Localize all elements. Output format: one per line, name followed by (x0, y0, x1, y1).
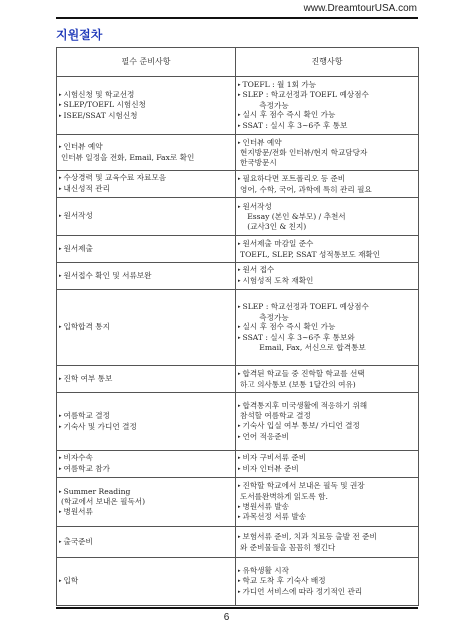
list-item (59, 464, 233, 475)
list-item-text: 여름학교 참가 (63, 464, 110, 473)
list-item-text: 도서를완벽하게 읽도록 함. (240, 491, 328, 501)
list-item (238, 587, 416, 598)
bullet-icon: ▸ (59, 144, 62, 151)
list-item-text: 인터뷰 예약 (242, 137, 282, 147)
table-row (57, 236, 419, 263)
progress-cell (236, 451, 419, 478)
list-item-text: 시험성적 도착 재확인 (242, 276, 314, 285)
footer-rule (56, 607, 418, 609)
table-row (57, 290, 419, 366)
list-item (238, 121, 416, 132)
page-number: 6 (223, 612, 230, 623)
list-item-text: 보험서류 준비, 치과 치료등 출발 전 준비 (242, 531, 377, 541)
list-item (238, 380, 416, 390)
list-item-text: 내신성적 관리 (63, 184, 110, 193)
list-item-text: 비자수속 (63, 453, 93, 463)
list-item (59, 322, 233, 333)
bullet-icon: ▸ (238, 455, 241, 462)
bullet-icon: ▸ (238, 139, 241, 146)
list-item-text: 필요하다면 포트폴리오 등 준비 (242, 173, 346, 183)
list-item (238, 532, 416, 543)
progress-cell (236, 263, 419, 290)
progress-cell (236, 135, 419, 171)
progress-cell (236, 236, 419, 263)
bullet-icon: ▸ (238, 503, 241, 510)
list-item (238, 464, 416, 475)
list-item (238, 432, 416, 443)
table-row (57, 393, 419, 451)
bullet-icon: ▸ (59, 423, 62, 430)
bullet-icon: ▸ (59, 455, 62, 462)
list-item-text: 과목선정 서류 발송 (242, 512, 307, 522)
list-item-text: 시험신청 및 학교선정 (63, 89, 135, 99)
list-item-text: Email, Fax, 서신으로 합격통보 (240, 343, 366, 353)
bullet-icon: ▸ (238, 402, 241, 409)
bullet-icon: ▸ (238, 588, 241, 595)
list-item (238, 411, 416, 421)
list-item (238, 202, 416, 213)
bullet-icon: ▸ (238, 466, 241, 472)
header-url: www.DreamtourUSA.com (303, 3, 417, 14)
bullet-icon: ▸ (59, 102, 62, 109)
table-row (57, 451, 419, 478)
list-item (238, 421, 416, 432)
progress-cell (236, 198, 419, 236)
list-item-text: SSAT : 실시 후 3~6주 후 통보와 (242, 332, 355, 342)
list-item (59, 90, 233, 101)
list-item-text: 현지방문/전화 인터뷰/현지 학교담당자 (240, 148, 368, 158)
table-row (57, 198, 419, 236)
list-item (59, 374, 233, 385)
list-item-text: 원서작성 (63, 211, 93, 221)
list-item-text: 와 준비물들을 꼼꼼히 챙긴다 (240, 542, 336, 552)
bullet-icon: ▸ (238, 112, 241, 119)
list-item-text: SSAT : 실시 후 3~6주 후 통보 (242, 120, 348, 130)
list-item-text: 실시 후 점수 즉시 확인 가능 (242, 322, 336, 332)
requirement-cell (57, 135, 236, 171)
bullet-icon: ▸ (238, 240, 241, 247)
list-item-text: 원서작성 (242, 201, 272, 211)
list-item-text: Essay (본인 &부모) / 추천서 (240, 212, 346, 222)
list-item (238, 481, 416, 492)
bullet-icon: ▸ (59, 324, 62, 331)
list-item (59, 100, 233, 111)
requirement-cell (57, 478, 236, 527)
list-item-text: 가디언 서비스에 따라 정기적인 관리 (242, 586, 363, 596)
bullet-icon: ▸ (59, 578, 62, 585)
list-item-text: 하고 의사통보 (보통 1달간의 여유) (240, 379, 356, 389)
list-item (238, 80, 416, 91)
list-item-text: 학교 도착 후 기숙사 배정 (242, 576, 326, 586)
bullet-icon: ▸ (238, 267, 241, 274)
bullet-icon: ▸ (59, 245, 62, 252)
list-item (238, 302, 416, 313)
list-item (238, 148, 416, 158)
requirement-cell (57, 198, 236, 236)
list-item (238, 343, 416, 353)
bullet-icon: ▸ (238, 92, 241, 99)
header-bar (0, 0, 453, 18)
bullet-icon: ▸ (59, 488, 62, 495)
list-item-text: 합격통지후 미국생활에 적응하기 위해 (242, 400, 368, 410)
list-item (238, 110, 416, 121)
requirement-cell (57, 527, 236, 558)
list-item-text: 진학 여부 통보 (63, 373, 113, 383)
table-row (57, 527, 419, 558)
list-item-text: 원서 접수 (242, 265, 275, 275)
bullet-icon: ▸ (238, 324, 241, 331)
list-item-text: 비자 인터뷰 준비 (242, 464, 299, 473)
list-item (238, 502, 416, 513)
list-item (59, 244, 233, 255)
list-item-text: 영어, 수학, 국어, 과학에 특히 관리 필요 (240, 184, 372, 194)
column-header-progress: 진행사항 (236, 48, 419, 77)
list-item-text: 진학할 학교에서 보내온 필독 및 권장 (242, 481, 365, 491)
list-item-text: 측정가능 (240, 100, 289, 110)
list-item-text: 원서제출 마감일 준수 (242, 238, 314, 248)
bullet-icon: ▸ (238, 433, 241, 440)
list-item (238, 239, 416, 250)
requirement-cell (57, 290, 236, 366)
bullet-icon: ▸ (59, 186, 62, 192)
bullet-icon: ▸ (59, 213, 62, 220)
table-header-row (57, 48, 419, 77)
bullet-icon: ▸ (59, 112, 62, 119)
progress-cell (236, 478, 419, 527)
list-item (238, 512, 416, 523)
list-item (238, 322, 416, 333)
list-item-text: 비자 구비서류 준비 (242, 453, 307, 463)
list-item (59, 576, 233, 587)
list-item (59, 211, 233, 222)
bullet-icon: ▸ (59, 412, 62, 419)
requirement-cell (57, 451, 236, 478)
list-item (238, 185, 416, 195)
bullet-icon: ▸ (238, 278, 241, 284)
table-row (57, 263, 419, 290)
list-item (238, 313, 416, 323)
list-item-text: 출국준비 (63, 536, 93, 546)
list-item (59, 453, 233, 464)
table-row (57, 558, 419, 606)
bullet-icon: ▸ (238, 334, 241, 341)
list-item-text: Summer Reading (63, 486, 131, 496)
list-item-text: TOEFL : 월 1회 가능 (242, 79, 317, 89)
bullet-icon: ▸ (238, 567, 241, 574)
list-item-text: 수상경력 및 교육수료 자료모음 (63, 173, 167, 183)
list-item-text: 언어 적응준비 (242, 431, 289, 441)
list-item (59, 411, 233, 422)
list-item (238, 174, 416, 185)
list-item (238, 401, 416, 412)
list-item-text: 인터뷰 예약 (63, 142, 103, 152)
list-item-text: 유학생활 시작 (242, 565, 289, 575)
list-item (59, 537, 233, 548)
table-row (57, 478, 419, 527)
requirement-cell (57, 77, 236, 135)
list-item-text: TOEFL, SLEP, SSAT 성적통보도 재확인 (240, 249, 381, 259)
list-item-text: 여름학교 결정 (63, 410, 110, 420)
list-item (238, 543, 416, 553)
list-item-text: 참석할 여름학교 결정 (240, 411, 311, 421)
table-row (57, 366, 419, 393)
progress-cell (236, 393, 419, 451)
bullet-icon: ▸ (238, 514, 241, 521)
list-item (59, 487, 233, 498)
list-item (59, 153, 233, 163)
bullet-icon: ▸ (59, 272, 62, 279)
list-item-text: SLEP : 학교선정과 TOEFL 예상점수 (242, 90, 369, 100)
bullet-icon: ▸ (238, 81, 241, 88)
list-item-text: 병원서류 발송 (242, 501, 289, 511)
bullet-icon: ▸ (238, 122, 241, 129)
bullet-icon: ▸ (59, 538, 62, 545)
requirement-cell (57, 366, 236, 393)
list-item-text: 기숙사 및 가디언 결정 (63, 421, 137, 431)
list-item (238, 453, 416, 464)
table-row (57, 77, 419, 135)
list-item-text: 병원서류 (63, 506, 93, 516)
list-item (238, 276, 416, 287)
requirement-cell (57, 171, 236, 198)
list-item (238, 369, 416, 380)
bullet-icon: ▸ (238, 423, 241, 429)
bullet-icon: ▸ (59, 175, 62, 182)
progress-cell (236, 558, 419, 606)
page-title: 지원절차 (56, 28, 103, 42)
list-item-text: SLEP/TOEFL 시험신청 (63, 100, 146, 110)
list-item-text: (교사3인 & 친지) (240, 221, 307, 231)
list-item (238, 492, 416, 502)
requirement-cell (57, 236, 236, 263)
list-item (238, 158, 416, 168)
list-item (59, 142, 233, 153)
list-item-text: 원서제출 (63, 243, 93, 253)
list-item-text: 측정가능 (240, 312, 289, 322)
bullet-icon: ▸ (238, 203, 241, 210)
bullet-icon: ▸ (238, 175, 241, 182)
list-item-text: 합격된 학교들 중 진학할 학교를 선택 (242, 368, 365, 378)
list-item (238, 138, 416, 149)
list-item (59, 111, 233, 122)
list-item-text: (학교에서 보내온 필독서) (61, 497, 146, 507)
header-rule (56, 17, 418, 19)
list-item (238, 90, 416, 101)
progress-cell (236, 77, 419, 135)
bullet-icon: ▸ (238, 304, 241, 311)
progress-cell (236, 290, 419, 366)
bullet-icon: ▸ (238, 578, 241, 585)
list-item (238, 101, 416, 111)
list-item-text: 원서접수 확인 및 서류보완 (63, 270, 152, 280)
list-item-text: 입학 (63, 576, 79, 586)
requirement-cell (57, 558, 236, 606)
procedure-table (56, 47, 419, 606)
bullet-icon: ▸ (238, 533, 241, 540)
list-item (59, 184, 233, 195)
list-item-text: 기숙사 입실 여부 통보/ 가디언 결정 (242, 421, 360, 430)
list-item-text: ISEE/SSAT 시험신청 (63, 110, 138, 120)
list-item (238, 250, 416, 260)
progress-cell (236, 171, 419, 198)
list-item (238, 222, 416, 232)
table-row (57, 171, 419, 198)
list-item-text: SLEP : 학교선정과 TOEFL 예상점수 (242, 302, 369, 312)
list-item (59, 173, 233, 184)
list-item (238, 333, 416, 344)
list-item (238, 265, 416, 276)
table-row (57, 135, 419, 171)
list-item-text: 인터뷰 일정을 전화, Email, Fax로 확인 (61, 153, 195, 162)
list-item (59, 422, 233, 433)
list-item-text: 한국방문시 (240, 157, 277, 167)
list-item (59, 507, 233, 518)
list-item (238, 576, 416, 587)
progress-cell (236, 366, 419, 393)
list-item (59, 497, 233, 507)
bullet-icon: ▸ (59, 375, 62, 382)
list-item (59, 271, 233, 282)
requirement-cell (57, 263, 236, 290)
bullet-icon: ▸ (59, 91, 62, 98)
bullet-icon: ▸ (238, 483, 241, 490)
column-header-requirements: 필수 준비사항 (57, 48, 236, 77)
list-item-text: 실시 후 점수 즉시 확인 가능 (242, 110, 336, 120)
requirement-cell (57, 393, 236, 451)
list-item (238, 566, 416, 577)
bullet-icon: ▸ (238, 370, 241, 377)
list-item (238, 212, 416, 222)
bullet-icon: ▸ (59, 466, 62, 472)
bullet-icon: ▸ (59, 508, 62, 515)
list-item-text: 입학합격 통지 (63, 322, 110, 332)
progress-cell (236, 527, 419, 558)
